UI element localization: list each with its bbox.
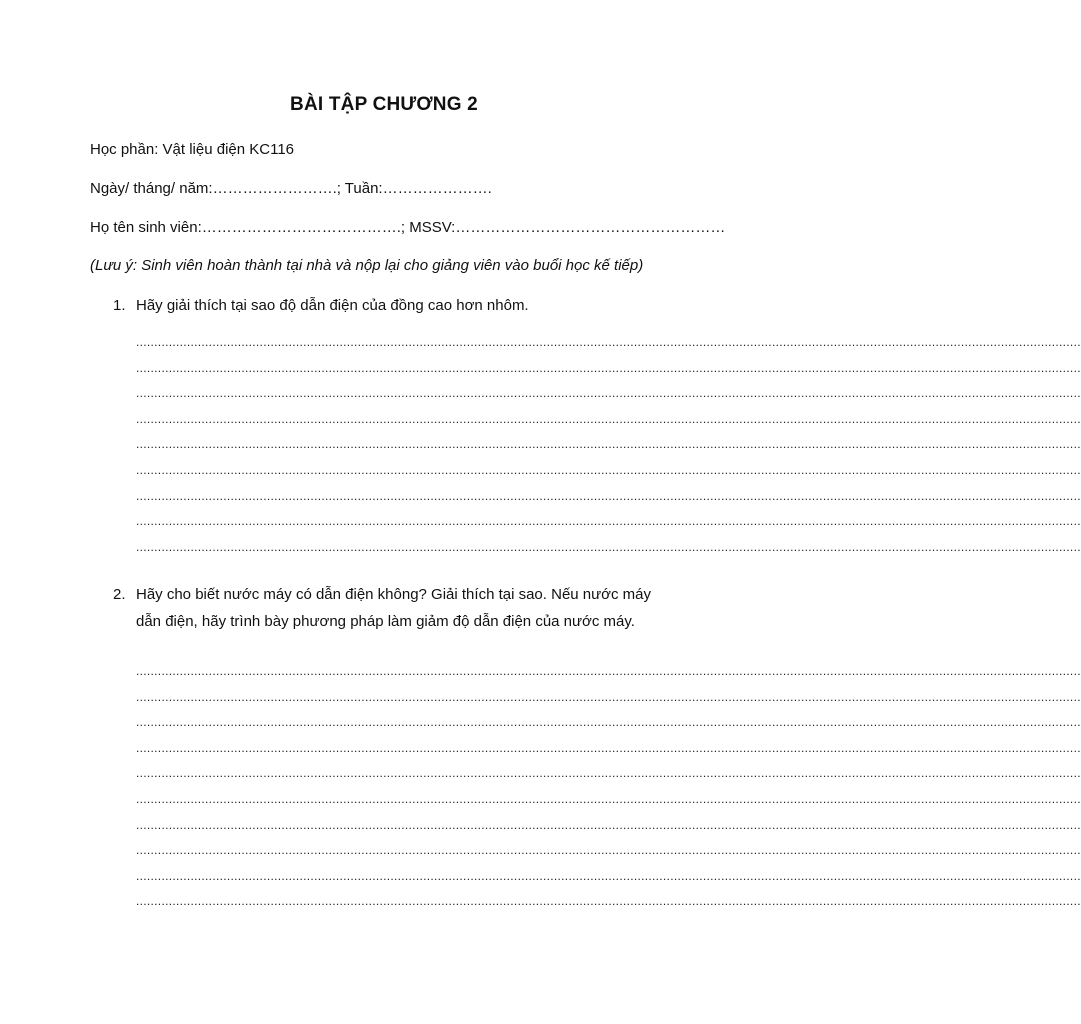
- answer-line: ....................................................................................................................................................................................................................................................................: [136, 792, 1081, 806]
- answer-line: ....................................................................................................................................................................................................................................................................: [136, 766, 1081, 781]
- answer-line: ....................................................................................................................................................................................................................................................................: [136, 386, 1081, 401]
- answer-line: ....................................................................................................................................................................................................................................................................: [136, 437, 1081, 452]
- question-1: [113, 292, 673, 319]
- student-info-line: Họ tên sinh viên:………………………………….; MSSV:………………………………………………: [90, 219, 726, 236]
- answer-line: ....................................................................................................................................................................................................................................................................: [136, 894, 1081, 909]
- date-week-line: Ngày/ tháng/ năm:…………………….; Tuần:………………….: [90, 180, 492, 197]
- course-line: Học phần: Vật liệu điện KC116: [90, 141, 295, 158]
- answer-line: ....................................................................................................................................................................................................................................................................: [136, 411, 1081, 426]
- answer-line: ....................................................................................................................................................................................................................................................................: [136, 488, 1081, 503]
- answer-line: ....................................................................................................................................................................................................................................................................: [136, 740, 1081, 755]
- answer-line: ....................................................................................................................................................................................................................................................................: [136, 689, 1081, 704]
- question-1-number: 1.: [113, 297, 126, 314]
- question-1-text: Hãy giải thích tại sao độ dẫn điện của đồng cao hơn nhôm.: [136, 297, 529, 314]
- answer-line: ....................................................................................................................................................................................................................................................................: [136, 360, 1081, 375]
- answer-line: ....................................................................................................................................................................................................................................................................: [136, 463, 1081, 477]
- answer-line: ....................................................................................................................................................................................................................................................................: [136, 514, 1081, 529]
- question-2: [113, 581, 673, 635]
- answer-line: ....................................................................................................................................................................................................................................................................: [136, 539, 1081, 554]
- answer-line: ....................................................................................................................................................................................................................................................................: [136, 843, 1081, 858]
- question-2-number: 2.: [113, 586, 126, 603]
- answer-line: ....................................................................................................................................................................................................................................................................: [136, 664, 1081, 678]
- answer-line: ....................................................................................................................................................................................................................................................................: [136, 817, 1081, 832]
- instruction-note: (Lưu ý: Sinh viên hoàn thành tại nhà và nộp lại cho giảng viên vào buổi học kế tiếp): [90, 257, 644, 274]
- answer-line: ....................................................................................................................................................................................................................................................................: [136, 715, 1081, 730]
- question-2-text: Hãy cho biết nước máy có dẫn điện không? Giải thích tại sao. Nếu nước máy dẫn điện, hãy trình bày phương pháp làm giảm độ dẫn điện của nước máy.: [136, 586, 652, 630]
- page-title: BÀI TẬP CHƯƠNG 2: [290, 94, 478, 115]
- answer-line: ....................................................................................................................................................................................................................................................................: [136, 868, 1081, 883]
- answer-line: ....................................................................................................................................................................................................................................................................: [136, 335, 1081, 349]
